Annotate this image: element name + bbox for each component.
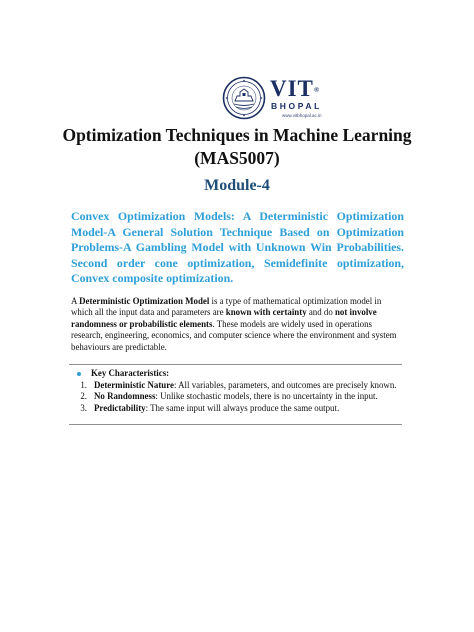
module-heading: Module-4 bbox=[204, 177, 270, 194]
course-title bbox=[60, 124, 414, 170]
course-code: (MAS5007) bbox=[194, 148, 280, 168]
characteristics-list bbox=[73, 380, 403, 415]
list-item: 2. No Randomness: Unlike stochastic models, there is no uncertainty in the input. bbox=[80, 391, 378, 402]
bullet-icon bbox=[77, 372, 81, 376]
university-seal-icon bbox=[222, 76, 266, 120]
module-topics: Convex Optimization Models: A Deterministic Optimization Model-A General Solution Technique Based on Optimization Problems-A Gambling Model with Unknown Win Probabilities. Second order cone optimization, Semidefinite optimization, Convex composite optimization. bbox=[71, 209, 404, 286]
logo-website: www.vitbhopal.ac.in bbox=[282, 113, 322, 118]
course-title-line1: Optimization Techniques in Machine Learning bbox=[62, 125, 412, 145]
section-divider-bottom bbox=[69, 424, 402, 425]
list-item: 1. Deterministic Nature: All variables, parameters, and outcomes are precisely known. bbox=[80, 379, 397, 390]
list-item: 3. Predictability: The same input will always produce the same output. bbox=[80, 402, 340, 413]
logo-campus: BHOPAL bbox=[271, 101, 322, 111]
logo-wordmark bbox=[270, 77, 334, 119]
logo-name: VIT® bbox=[270, 76, 321, 101]
university-logo bbox=[222, 74, 332, 124]
intro-paragraph: A Deterministic Optimization Model is a type of mathematical optimization model in which all the input data and parameters are known with certainty and do not involve randomness or probabilistic elements. These models are widely used in operations research, engineering, economics, and computer science where the environment and system behaviours are predictable. bbox=[71, 296, 397, 352]
key-characteristics bbox=[73, 368, 403, 414]
key-characteristics-heading: Key Characteristics: bbox=[73, 368, 403, 380]
section-divider-top bbox=[69, 364, 402, 365]
